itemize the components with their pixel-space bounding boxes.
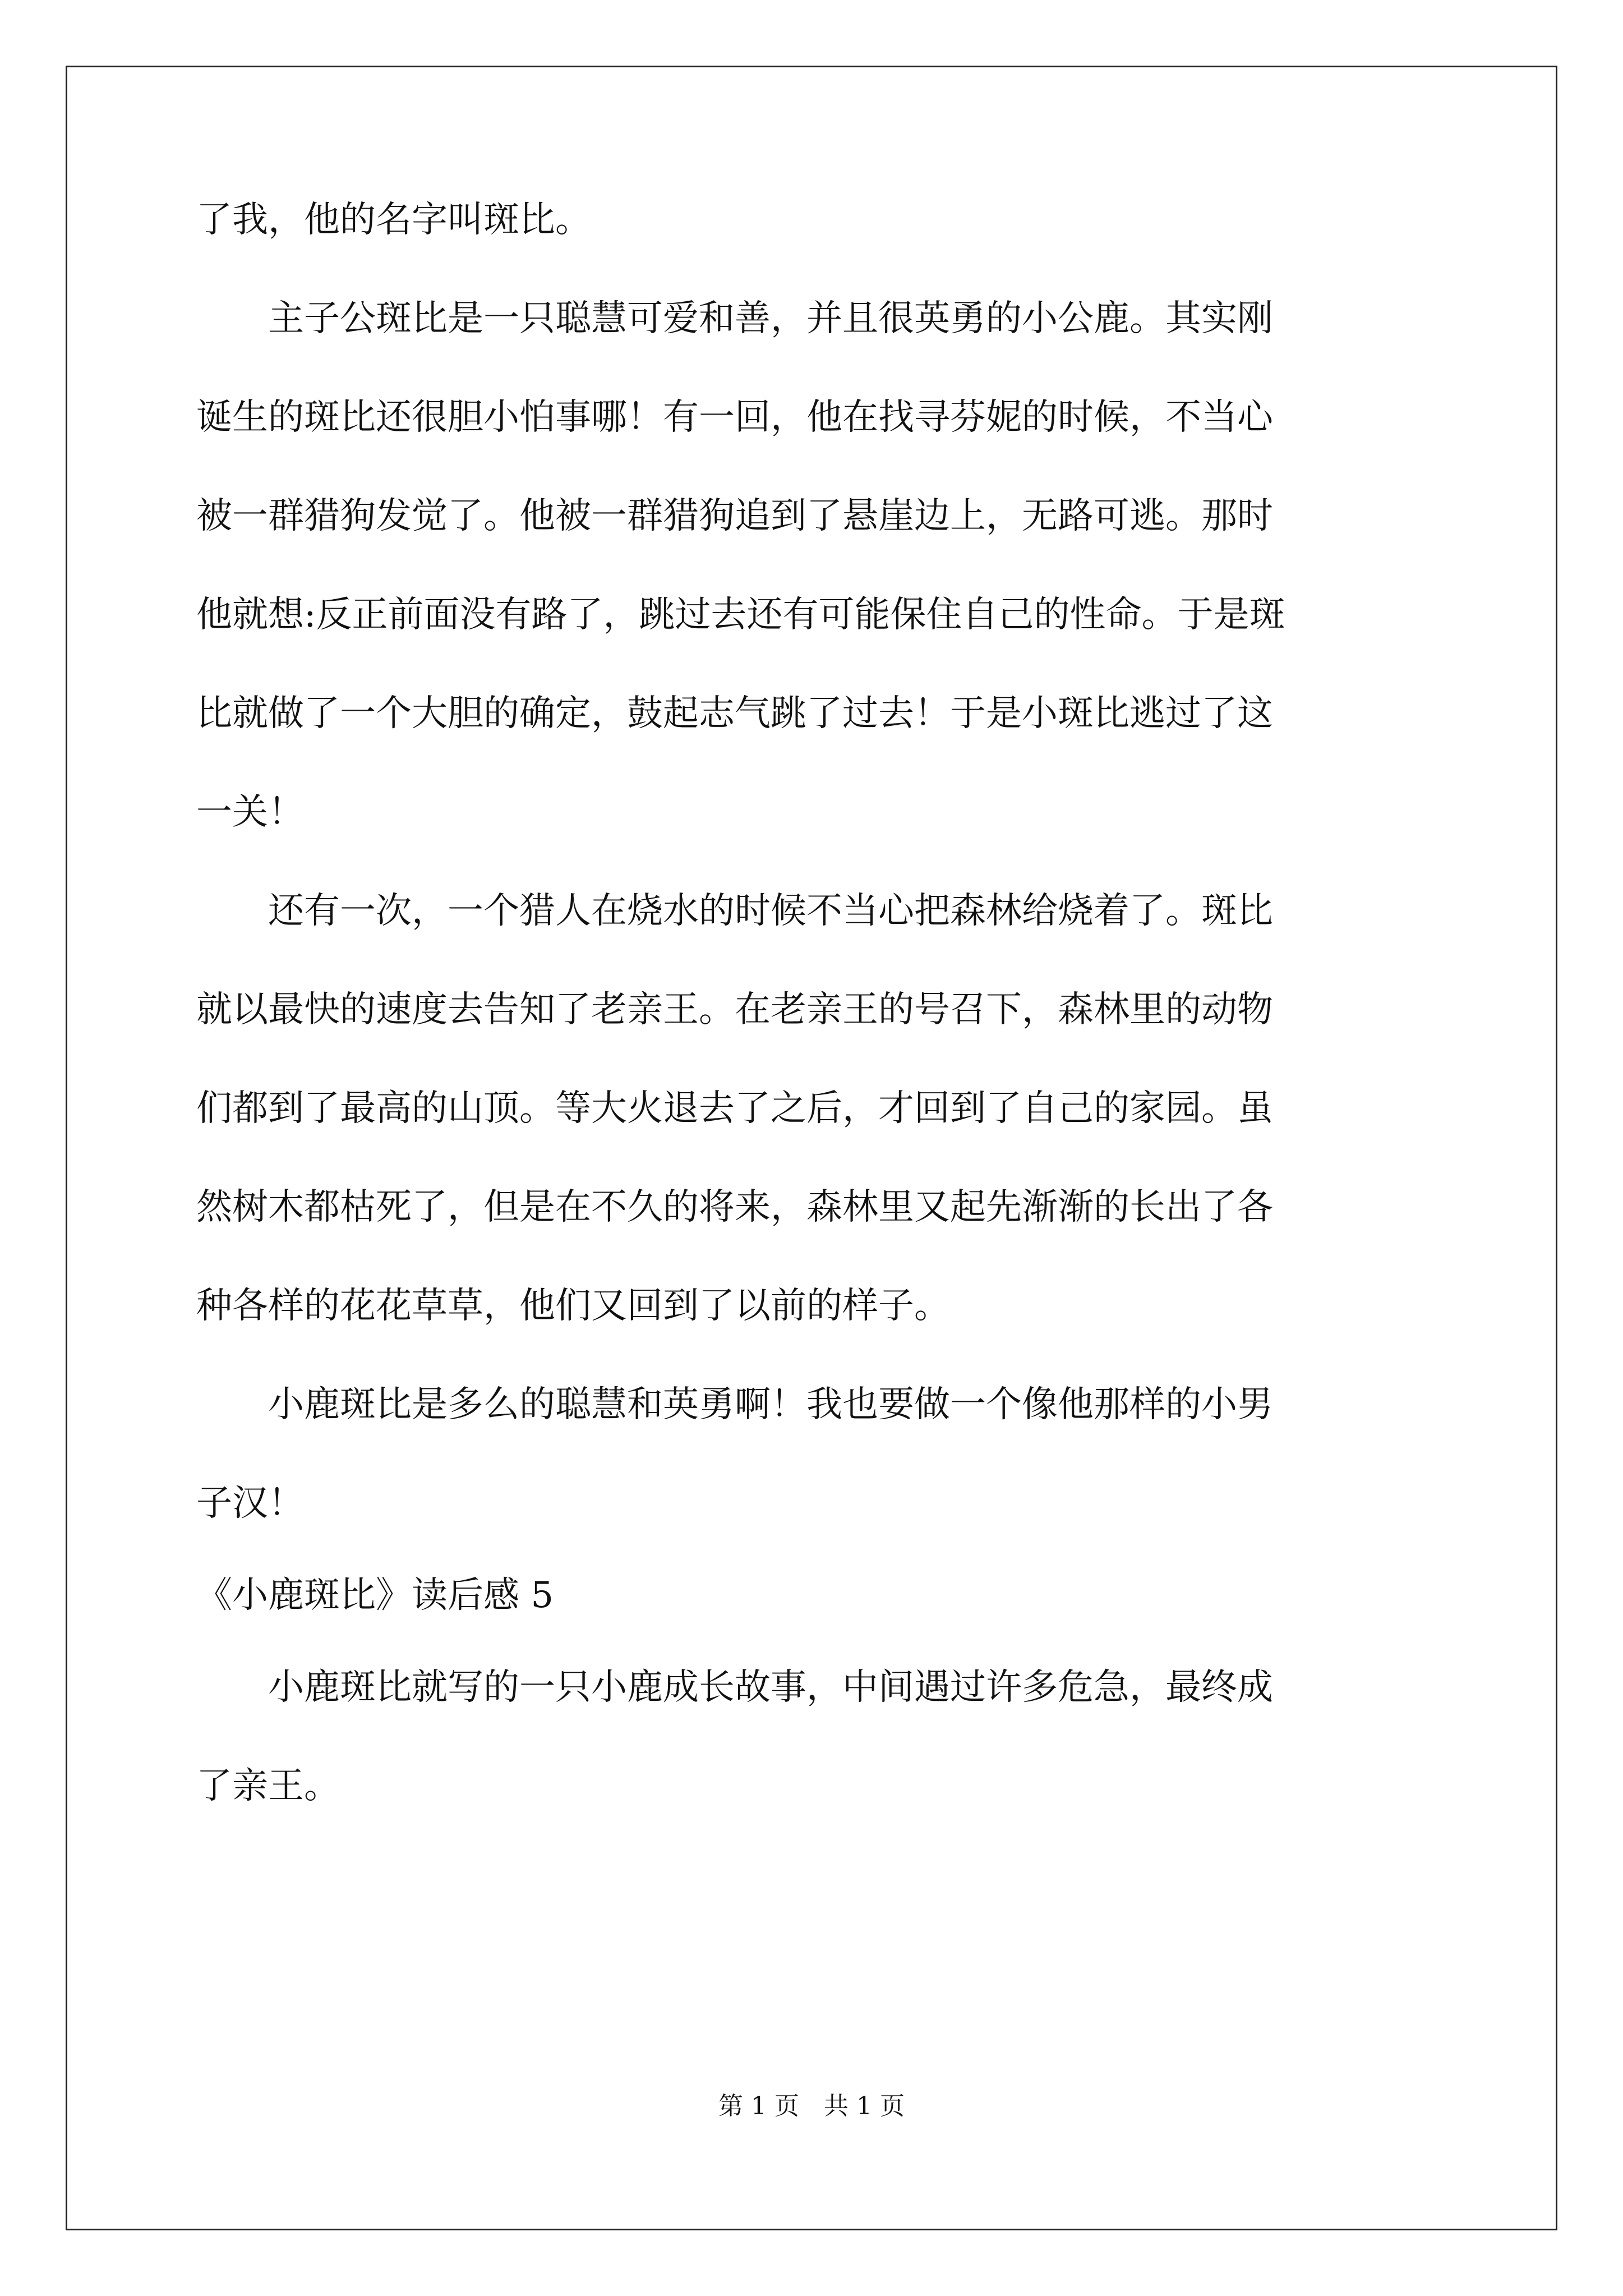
section-heading: 《小鹿斑比》读后感 5 — [196, 1575, 554, 1616]
paragraph-line: 诞生的斑比还很胆小怕事哪！有一回，他在找寻芬妮的时候，不当心 — [196, 397, 1273, 438]
paragraph-line: 子汉！ — [196, 1483, 304, 1524]
paragraph-line: 主子公斑比是一只聪慧可爱和善，并且很英勇的小公鹿。其实刚 — [268, 298, 1273, 339]
paragraph-line: 小鹿斑比是多么的聪慧和英勇啊！我也要做一个像他那样的小男 — [268, 1384, 1273, 1425]
page-border — [66, 66, 1557, 2230]
paragraph-line: 他就想:反正前面没有路了，跳过去还有可能保住自己的性命。于是斑 — [196, 594, 1285, 636]
paragraph-line: 就以最快的速度去告知了老亲王。在老亲王的号召下，森林里的动物 — [196, 989, 1273, 1030]
paragraph-line: 还有一次，一个猎人在烧水的时候不当心把森林给烧着了。斑比 — [268, 890, 1273, 932]
paragraph-line: 被一群猎狗发觉了。他被一群猎狗追到了悬崖边上，无路可逃。那时 — [196, 495, 1273, 537]
paragraph-line: 了我，他的名字叫斑比。 — [196, 199, 591, 241]
paragraph-line: 们都到了最高的山顶。等大火退去了之后，才回到了自己的家园。虽 — [196, 1088, 1273, 1129]
paragraph-line: 比就做了一个大胆的确定，鼓起志气跳了过去！于是小斑比逃过了这 — [196, 693, 1273, 734]
paragraph-line: 一关！ — [196, 792, 304, 833]
paragraph-line: 然树木都枯死了，但是在不久的将来，森林里又起先渐渐的长出了各 — [196, 1186, 1273, 1228]
paragraph-line: 了亲王。 — [196, 1765, 340, 1807]
paragraph-line: 种各样的花花草草，他们又回到了以前的样子。 — [196, 1285, 950, 1327]
paragraph-line: 小鹿斑比就写的一只小鹿成长故事，中间遇过许多危急，最终成 — [268, 1667, 1273, 1708]
page-footer: 第 1 页 共 1 页 — [718, 2092, 905, 2120]
